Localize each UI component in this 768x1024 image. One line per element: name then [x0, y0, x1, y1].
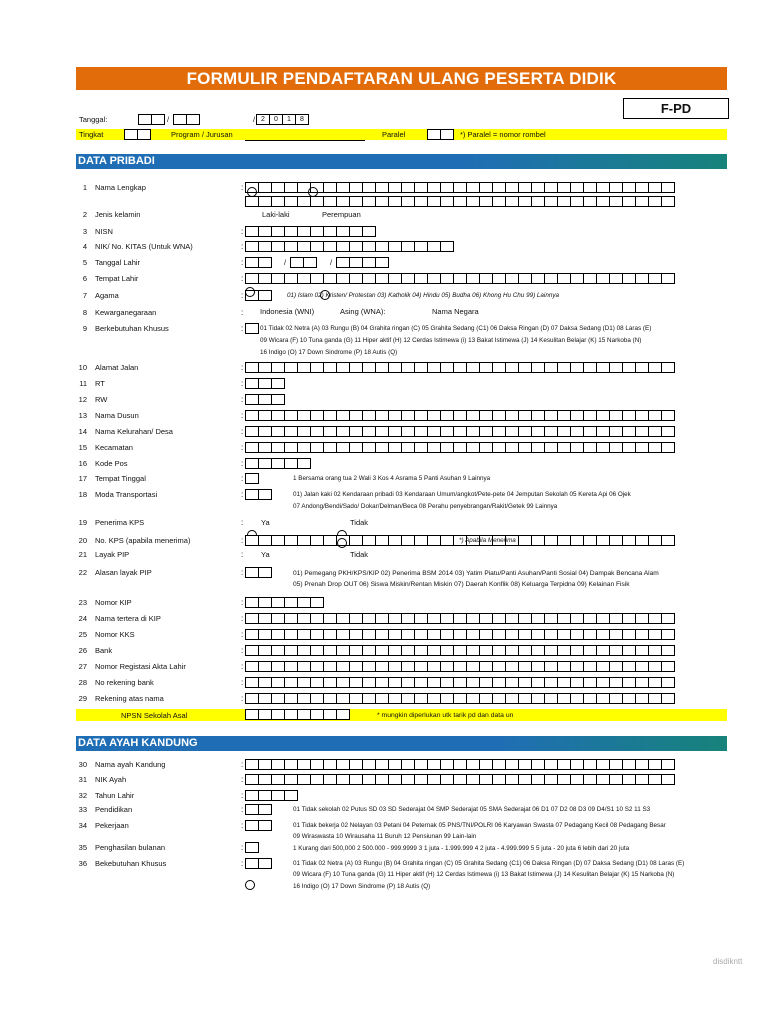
- radio-circle[interactable]: [247, 187, 257, 197]
- option-negara: Nama Negara: [432, 307, 479, 316]
- pribadi-number-26: 26: [78, 646, 87, 655]
- pribadi-number-18: 18: [78, 490, 87, 499]
- paralel-boxes[interactable]: [427, 129, 453, 140]
- pribadi-number-13: 13: [78, 411, 87, 420]
- pribadi-label-29: Rekening atas nama: [95, 694, 164, 703]
- input-boxes[interactable]: [245, 597, 323, 608]
- input-boxes[interactable]: [245, 489, 271, 500]
- pribadi-label-21: Layak PIP: [95, 550, 130, 559]
- radio-circle[interactable]: [308, 187, 318, 197]
- colon: :: [241, 474, 244, 483]
- radio-circle[interactable]: [245, 880, 255, 890]
- input-boxes[interactable]: [245, 241, 453, 252]
- watermark: disdikntt: [713, 957, 743, 966]
- pribadi-label-24: Nama tertera di KIP: [95, 614, 161, 623]
- ayah-label-33: Pendidikan: [95, 805, 133, 814]
- pribadi-number-4: 4: [82, 242, 87, 251]
- paralel-label: Paralel: [382, 130, 406, 139]
- pribadi-label-4: NIK/ No. KITAS (Untuk WNA): [95, 242, 193, 251]
- pip-options-1: 01) Pemegang PKH/KPS/KIP 02) Penerima BSM 2014 03) Yatim Piatu/Panti Asuhan/Panti Sosial 04) Dampak Bencana Alam: [293, 570, 659, 577]
- apabila-note: *) Apabila Menerima: [459, 537, 516, 544]
- pribadi-number-10: 10: [78, 363, 87, 372]
- colon: :: [241, 490, 244, 499]
- pip-tidak: Tidak: [350, 550, 369, 559]
- colon: :: [241, 379, 244, 388]
- pribadi-label-7: Agama: [95, 291, 119, 300]
- ayah-number-32: 32: [78, 791, 87, 800]
- colon: :: [241, 791, 244, 800]
- colon: :: [241, 805, 244, 814]
- section-data-pribadi: DATA PRIBADI: [76, 154, 727, 169]
- colon: :: [241, 843, 244, 852]
- colon: :: [241, 427, 244, 436]
- date-separator: /: [284, 258, 287, 267]
- input-boxes[interactable]: [336, 257, 388, 268]
- input-boxes[interactable]: [245, 410, 674, 421]
- tinggal-options: 1 Bersama orang tua 2 Wali 3 Kos 4 Asrama 5 Panti Asuhan 9 Lainnya: [293, 475, 491, 482]
- pribadi-number-3: 3: [82, 227, 87, 236]
- pribadi-label-8: Kewarganegaraan: [95, 308, 157, 317]
- input-boxes[interactable]: [245, 257, 271, 268]
- colon: :: [241, 536, 244, 545]
- pribadi-number-19: 19: [78, 518, 87, 527]
- input-boxes[interactable]: [245, 362, 674, 373]
- ayah-kebutuhan-options-2: 09 Wicara (F) 10 Tuna ganda (G) 11 Hiper aktif (H) 12 Cerdas Istimewa (i) 13 Bakat Istimewa (J) 14 Kesulitan Belajar (K) 15 Narkoba (N): [293, 871, 675, 878]
- colon: :: [241, 411, 244, 420]
- input-boxes[interactable]: [245, 226, 375, 237]
- pribadi-label-23: Nomor KIP: [95, 598, 132, 607]
- input-boxes[interactable]: [245, 273, 674, 284]
- pribadi-label-9: Berkebutuhan Khusus: [95, 324, 169, 333]
- ayah-number-33: 33: [78, 805, 87, 814]
- pribadi-number-1: 1: [82, 183, 87, 192]
- input-boxes[interactable]: [245, 196, 674, 207]
- colon: :: [241, 662, 244, 671]
- pribadi-label-12: RW: [95, 395, 108, 404]
- pribadi-number-11: 11: [79, 379, 87, 388]
- ayah-number-30: 30: [78, 760, 87, 769]
- pribadi-number-20: 20: [78, 536, 87, 545]
- input-boxes[interactable]: [245, 820, 271, 831]
- colon: :: [241, 598, 244, 607]
- colon: :: [241, 678, 244, 687]
- colon: :: [241, 760, 244, 769]
- input-boxes[interactable]: [245, 629, 674, 640]
- colon: :: [241, 859, 244, 868]
- radio-circle[interactable]: [337, 538, 347, 548]
- input-boxes[interactable]: [245, 661, 674, 672]
- pribadi-label-20: No. KPS (apabila menerima): [95, 536, 191, 545]
- input-boxes[interactable]: [245, 842, 258, 853]
- colon: :: [241, 614, 244, 623]
- ayah-number-36: 36: [78, 859, 87, 868]
- agama-options: 01) Islam 02) Kristen/ Protestan 03) Katholik 04) Hindu 05) Budha 06) Khong Hu Chu 99) Lainnya: [287, 292, 559, 299]
- ayah-label-32: Tahun Lahir: [95, 791, 135, 800]
- colon: :: [241, 242, 244, 251]
- colon: :: [241, 775, 244, 784]
- pribadi-label-14: Nama Kelurahan/ Desa: [95, 427, 173, 436]
- input-boxes[interactable]: [245, 426, 674, 437]
- tanggal-label: Tanggal:: [79, 115, 108, 124]
- pribadi-label-13: Nama Dusun: [95, 411, 139, 420]
- pribadi-label-19: Penerima KPS: [95, 518, 145, 527]
- year-boxes[interactable]: 2 0 1 8: [256, 114, 308, 125]
- pribadi-label-26: Bank: [95, 646, 113, 655]
- pribadi-number-6: 6: [82, 274, 87, 283]
- paralel-note: *) Paralel = nomor rombel: [460, 130, 546, 139]
- input-boxes[interactable]: [245, 458, 310, 469]
- colon: :: [241, 646, 244, 655]
- pribadi-label-25: Nomor KKS: [95, 630, 135, 639]
- input-boxes[interactable]: [290, 257, 316, 268]
- input-boxes[interactable]: [245, 774, 674, 785]
- npsn-boxes[interactable]: [245, 709, 349, 720]
- colon: :: [241, 308, 244, 317]
- pip-ya: Ya: [261, 550, 270, 559]
- pribadi-number-24: 24: [78, 614, 87, 623]
- colon: :: [241, 395, 244, 404]
- pribadi-number-8: 8: [82, 308, 87, 317]
- month-boxes[interactable]: [173, 114, 199, 125]
- input-boxes[interactable]: [245, 378, 284, 389]
- pendidikan-options: 01 Tidak sekolah 02 Putus SD 03 SD Sederajat 04 SMP Sederajat 05 SMA Sederajat 06 D1 07 D2 08 D3 09 D4/S1 10 S2 11 S3: [293, 806, 651, 813]
- transport-options-2: 07 Andong/Bendi/Sado/ Dokar/Delman/Beca 08 Perahu penyebrangan/Rakit/Getek 99 Lainnya: [293, 503, 558, 510]
- colon: :: [241, 363, 244, 372]
- input-boxes[interactable]: [245, 790, 297, 801]
- input-boxes[interactable]: [245, 567, 271, 578]
- pribadi-number-2: 2: [82, 210, 87, 219]
- ayah-number-35: 35: [78, 843, 87, 852]
- pribadi-number-25: 25: [78, 630, 87, 639]
- input-boxes[interactable]: [245, 677, 674, 688]
- pribadi-label-22: Alasan layak PIP: [95, 568, 152, 577]
- ayah-kebutuhan-options-3: 16 Indigo (O) 17 Down Sindrome (P) 18 Autis (Q): [293, 883, 431, 890]
- colon: :: [241, 630, 244, 639]
- pribadi-label-27: Nomor Registasi Akta Lahir: [95, 662, 186, 671]
- pribadi-number-29: 29: [78, 694, 87, 703]
- day-boxes[interactable]: [138, 114, 164, 125]
- transport-options-1: 01) Jalan kaki 02 Kendaraan pribadi 03 Kendaraan Umum/angkot/Pete-pete 04 Jemputan Sekolah 05 Kereta Api 06 Ojek: [293, 491, 631, 498]
- pip-options-2: 05) Prenah Drop OUT 06) Siswa Miskin/Rentan Miskin 07) Daerah Konflik 08) Keluarga Terpidna 09) Kelainan Fisik: [293, 581, 630, 588]
- pribadi-label-6: Tempat Lahir: [95, 274, 139, 283]
- input-boxes[interactable]: [245, 442, 674, 453]
- pribadi-number-17: 17: [78, 474, 87, 483]
- penghasilan-options: 1 Kurang dari 500,000 2 500.000 - 999.9999 3 1 juta - 1.999.999 4 2 juta - 4.999.999 5 5 juta - 20 juta 6 lebih dari 20 juta: [293, 845, 630, 852]
- pribadi-label-2: Jenis kelamin: [95, 210, 141, 219]
- ayah-label-30: Nama ayah Kandung: [95, 760, 166, 769]
- input-boxes[interactable]: [245, 759, 674, 770]
- section-data-ayah: DATA AYAH KANDUNG: [76, 736, 727, 751]
- ayah-number-31: 31: [78, 775, 87, 784]
- input-boxes[interactable]: [245, 645, 674, 656]
- pribadi-label-5: Tanggal Lahir: [95, 258, 141, 267]
- ayah-label-36: Bekebutuhan Khusus: [95, 859, 167, 868]
- option-wni: Indonesia (WNI): [260, 307, 315, 316]
- input-boxes[interactable]: [245, 323, 258, 334]
- form-code: F-PD: [623, 98, 729, 119]
- colon: :: [241, 324, 244, 333]
- npsn-label: NPSN Sekolah Asal: [121, 711, 188, 720]
- input-boxes[interactable]: [245, 693, 674, 704]
- radio-circle[interactable]: [245, 287, 255, 297]
- tingkat-label: Tingkat: [79, 130, 104, 139]
- colon: :: [241, 459, 244, 468]
- kebutuhan-options-2: 09 Wicara (F) 10 Tuna ganda (G) 11 Hiper aktif (H) 12 Cerdas Istimewa (i) 13 Bakat Istimewa (J) 14 Kesulitan Belajar (K) 15 Narkoba (N): [260, 337, 642, 344]
- pribadi-number-28: 28: [78, 678, 87, 687]
- pribadi-label-16: Kode Pos: [95, 459, 128, 468]
- pribadi-number-16: 16: [78, 459, 87, 468]
- pekerjaan-options-2: 09 Wiraswasta 10 Wirausaha 11 Buruh 12 Pensiunan 99 Lain-lain: [293, 833, 477, 840]
- pribadi-number-9: 9: [82, 324, 87, 333]
- pribadi-number-15: 15: [78, 443, 87, 452]
- kps-ya: Ya: [261, 518, 270, 527]
- kps-tidak: Tidak: [350, 518, 369, 527]
- pribadi-label-10: Alamat Jalan: [95, 363, 139, 372]
- kebutuhan-options-1: 01 Tidak 02 Netra (A) 03 Rungu (B) 04 Grahita ringan (C) 05 Grahita Sedang (C1) 06 Daksa Ringan (D) 07 Daksa Sedang (D1) 08 Laras (E): [260, 325, 652, 332]
- pekerjaan-options-1: 01 Tidak bekerja 02 Nelayan 03 Petani 04 Peternak 05 PNS/TNI/POLRI 06 Karyawan Swasta 07 Pedagang Kecil 08 Pedagang Besar: [293, 822, 666, 829]
- input-boxes[interactable]: [245, 394, 284, 405]
- pribadi-label-18: Moda Transportasi: [95, 490, 158, 499]
- date-separator: /: [330, 258, 333, 267]
- colon: :: [241, 550, 244, 559]
- colon: :: [241, 258, 244, 267]
- pribadi-number-21: 21: [78, 550, 87, 559]
- input-boxes[interactable]: [245, 804, 271, 815]
- program-line[interactable]: [245, 140, 365, 141]
- colon: :: [241, 568, 244, 577]
- option-perempuan: Perempuan: [322, 210, 361, 219]
- input-boxes[interactable]: [245, 473, 258, 484]
- pribadi-label-11: RT: [95, 379, 105, 388]
- pribadi-number-12: 12: [78, 395, 87, 404]
- ayah-label-31: NIK Ayah: [95, 775, 127, 784]
- npsn-note: * mungkin diperlukan utk tarik pd dan data un: [377, 712, 514, 719]
- pribadi-number-23: 23: [78, 598, 87, 607]
- pribadi-label-28: No rekening bank: [95, 678, 154, 687]
- pribadi-number-22: 22: [78, 568, 87, 577]
- ayah-label-35: Penghasilan bulanan: [95, 843, 166, 852]
- program-label: Program / Jurusan: [171, 130, 233, 139]
- colon: :: [241, 443, 244, 452]
- colon: :: [241, 291, 244, 300]
- colon: :: [241, 518, 244, 527]
- colon: :: [241, 183, 244, 192]
- pribadi-number-14: 14: [78, 427, 87, 436]
- input-boxes[interactable]: [245, 858, 271, 869]
- pribadi-number-5: 5: [82, 258, 87, 267]
- tingkat-boxes[interactable]: [124, 129, 150, 140]
- pribadi-label-1: Nama Lengkap: [95, 183, 146, 192]
- pribadi-label-15: Kecamatan: [95, 443, 133, 452]
- pribadi-number-27: 27: [78, 662, 87, 671]
- kebutuhan-options-3: 16 Indigo (O) 17 Down Sindrome (P) 18 Autis (Q): [260, 349, 398, 356]
- ayah-kebutuhan-options-1: 01 Tidak 02 Netra (A) 03 Rungu (B) 04 Grahita ringan (C) 05 Grahita Sedang (C1) 06 Daksa Ringan (D) 07 Daksa Sedang (D1) 08 Laras (E): [293, 860, 685, 867]
- form-title: FORMULIR PENDAFTARAN ULANG PESERTA DIDIK: [76, 67, 727, 90]
- colon: :: [241, 694, 244, 703]
- input-boxes[interactable]: [245, 613, 674, 624]
- colon: :: [241, 821, 244, 830]
- ayah-label-34: Pekerjaan: [95, 821, 129, 830]
- pribadi-number-7: 7: [82, 291, 87, 300]
- colon: :: [241, 227, 244, 236]
- option-laki: Laki-laki: [262, 210, 290, 219]
- ayah-number-34: 34: [78, 821, 87, 830]
- colon: :: [241, 274, 244, 283]
- pribadi-label-3: NISN: [95, 227, 113, 236]
- option-wna: Asing (WNA):: [340, 307, 386, 316]
- pribadi-label-17: Tempat Tinggal: [95, 474, 146, 483]
